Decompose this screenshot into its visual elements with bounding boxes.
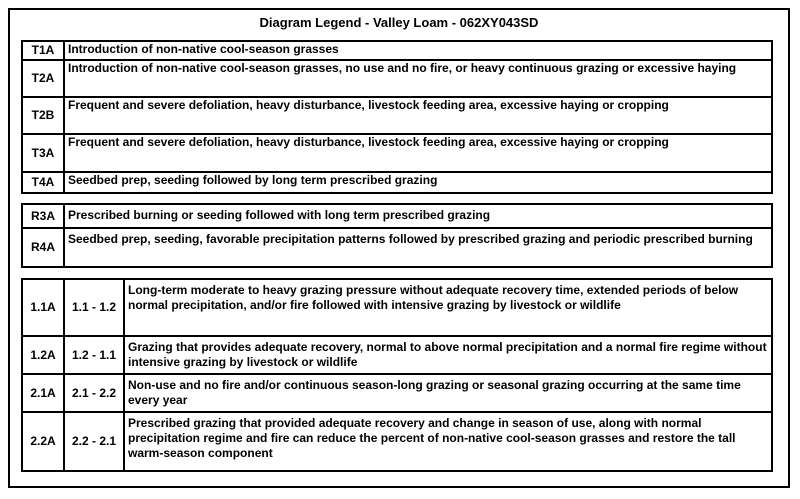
restorations-table xyxy=(21,203,773,268)
pathway-code: 1.1A xyxy=(23,280,64,336)
pathway-range: 2.1 - 2.2 xyxy=(64,374,124,412)
transition-code: T2B xyxy=(23,97,64,134)
table-row xyxy=(23,412,771,470)
table-row xyxy=(23,172,771,192)
table-row xyxy=(23,280,771,336)
pathway-text: Non-use and no fire and/or continuous season-long grazing or seasonal grazing occurring at the same time every year xyxy=(124,374,771,412)
pathway-code: 2.2A xyxy=(23,412,64,470)
table-row xyxy=(23,42,771,60)
table-row xyxy=(23,374,771,412)
pathway-code: 2.1A xyxy=(23,374,64,412)
table-row xyxy=(23,97,771,134)
transition-code: T2A xyxy=(23,60,64,97)
table-row xyxy=(23,228,771,266)
transition-text: Frequent and severe defoliation, heavy disturbance, livestock feeding area, excessive haying or cropping xyxy=(64,97,771,134)
pathway-range: 2.2 - 2.1 xyxy=(64,412,124,470)
pathway-range: 1.2 - 1.1 xyxy=(64,336,124,374)
table-row xyxy=(23,205,771,228)
pathways-table xyxy=(21,278,773,472)
transitions-table xyxy=(21,40,773,194)
table-row xyxy=(23,60,771,97)
transition-text: Introduction of non-native cool-season grasses, no use and no fire, or heavy continuous grazing or excessive haying xyxy=(64,60,771,97)
transition-code: T1A xyxy=(23,42,64,60)
pathway-text: Grazing that provides adequate recovery, normal to above normal precipitation and a normal fire regime without intensive grazing by livestock or wildlife xyxy=(124,336,771,374)
pathway-code: 1.2A xyxy=(23,336,64,374)
restoration-code: R3A xyxy=(23,205,64,228)
restoration-text: Prescribed burning or seeding followed with long term prescribed grazing xyxy=(64,205,771,228)
legend-title: Diagram Legend - Valley Loam - 062XY043SD xyxy=(259,15,539,30)
restoration-text: Seedbed prep, seeding, favorable precipitation patterns followed by prescribed grazing and periodic prescribed burning xyxy=(64,228,771,266)
restoration-code: R4A xyxy=(23,228,64,266)
pathway-range: 1.1 - 1.2 xyxy=(64,280,124,336)
transition-text: Frequent and severe defoliation, heavy disturbance, livestock feeding area, excessive haying or cropping xyxy=(64,134,771,172)
pathway-text: Prescribed grazing that provided adequate recovery and change in season of use, along with normal precipitation regime and fire can reduce the percent of non-native cool-season grasses and restore the tall warm-season component xyxy=(124,412,771,470)
table-row xyxy=(23,336,771,374)
table-row xyxy=(23,134,771,172)
transition-code: T4A xyxy=(23,172,64,192)
pathway-text: Long-term moderate to heavy grazing pressure without adequate recovery time, extended periods of below normal precipitation, and/or fire followed with intensive grazing by livestock or wildlife xyxy=(124,280,771,336)
transition-text: Introduction of non-native cool-season grasses xyxy=(64,42,771,60)
transition-code: T3A xyxy=(23,134,64,172)
transition-text: Seedbed prep, seeding followed by long term prescribed grazing xyxy=(64,172,771,192)
